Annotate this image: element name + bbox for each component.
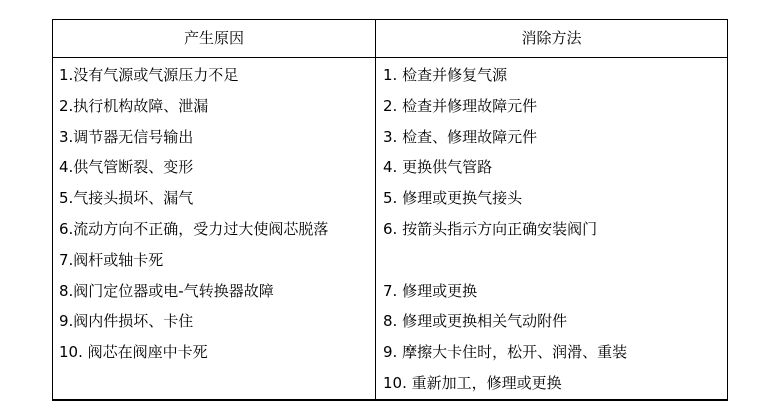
remedy-line: 8. 修理或更换相关气动附件 (383, 312, 568, 331)
cause-line (59, 368, 371, 399)
remedy-cell (376, 58, 727, 399)
remedy-line: 1. 检查并修复气源 (383, 66, 508, 84)
cause-line: 3.调节器无信号输出 (59, 127, 194, 146)
remedy-line: 9. 摩擦大卡住时，松开、润滑、重装 (383, 343, 628, 362)
header-remedy-column: 消除方法 (521, 29, 582, 47)
cause-line: 5.气接头损坏、漏气 (59, 189, 194, 208)
cause-line: 1.没有气源或气源压力不足 (59, 66, 239, 84)
remedy-line: 6. 按箭头指示方向正确安装阀门 (383, 219, 598, 238)
header-cause-column: 产生原因 (53, 20, 376, 57)
remedy-line: 10. 重新加工，修理或更换 (383, 373, 562, 392)
cause-line: 10. 阀芯在阀座中卡死 (59, 343, 208, 362)
remedy-line (383, 245, 723, 276)
fault-remedy-table (52, 19, 728, 401)
cause-line: 9.阀内件损坏、卡住 (59, 312, 194, 331)
cause-line: 2.执行机构故障、泄漏 (59, 96, 209, 115)
remedy-line: 2. 检查并修理故障元件 (383, 96, 538, 115)
remedy-line: 7. 修理或更换 (383, 281, 478, 300)
remedy-line: 3. 检查、修理故障元件 (383, 127, 538, 146)
remedy-line: 5. 修理或更换气接头 (383, 189, 523, 208)
cause-line: 6.流动方向不正确，受力过大使阀芯脱落 (59, 219, 329, 238)
cause-line: 8.阀门定位器或电-气转换器故障 (59, 281, 274, 300)
cause-cell (53, 58, 376, 399)
cause-line: 7.阀杆或轴卡死 (59, 250, 164, 269)
table-header-row (53, 20, 727, 58)
remedy-line: 4. 更换供气管路 (383, 158, 493, 177)
cause-line: 4.供气管断裂、变形 (59, 158, 194, 177)
table-body-row (53, 58, 727, 399)
